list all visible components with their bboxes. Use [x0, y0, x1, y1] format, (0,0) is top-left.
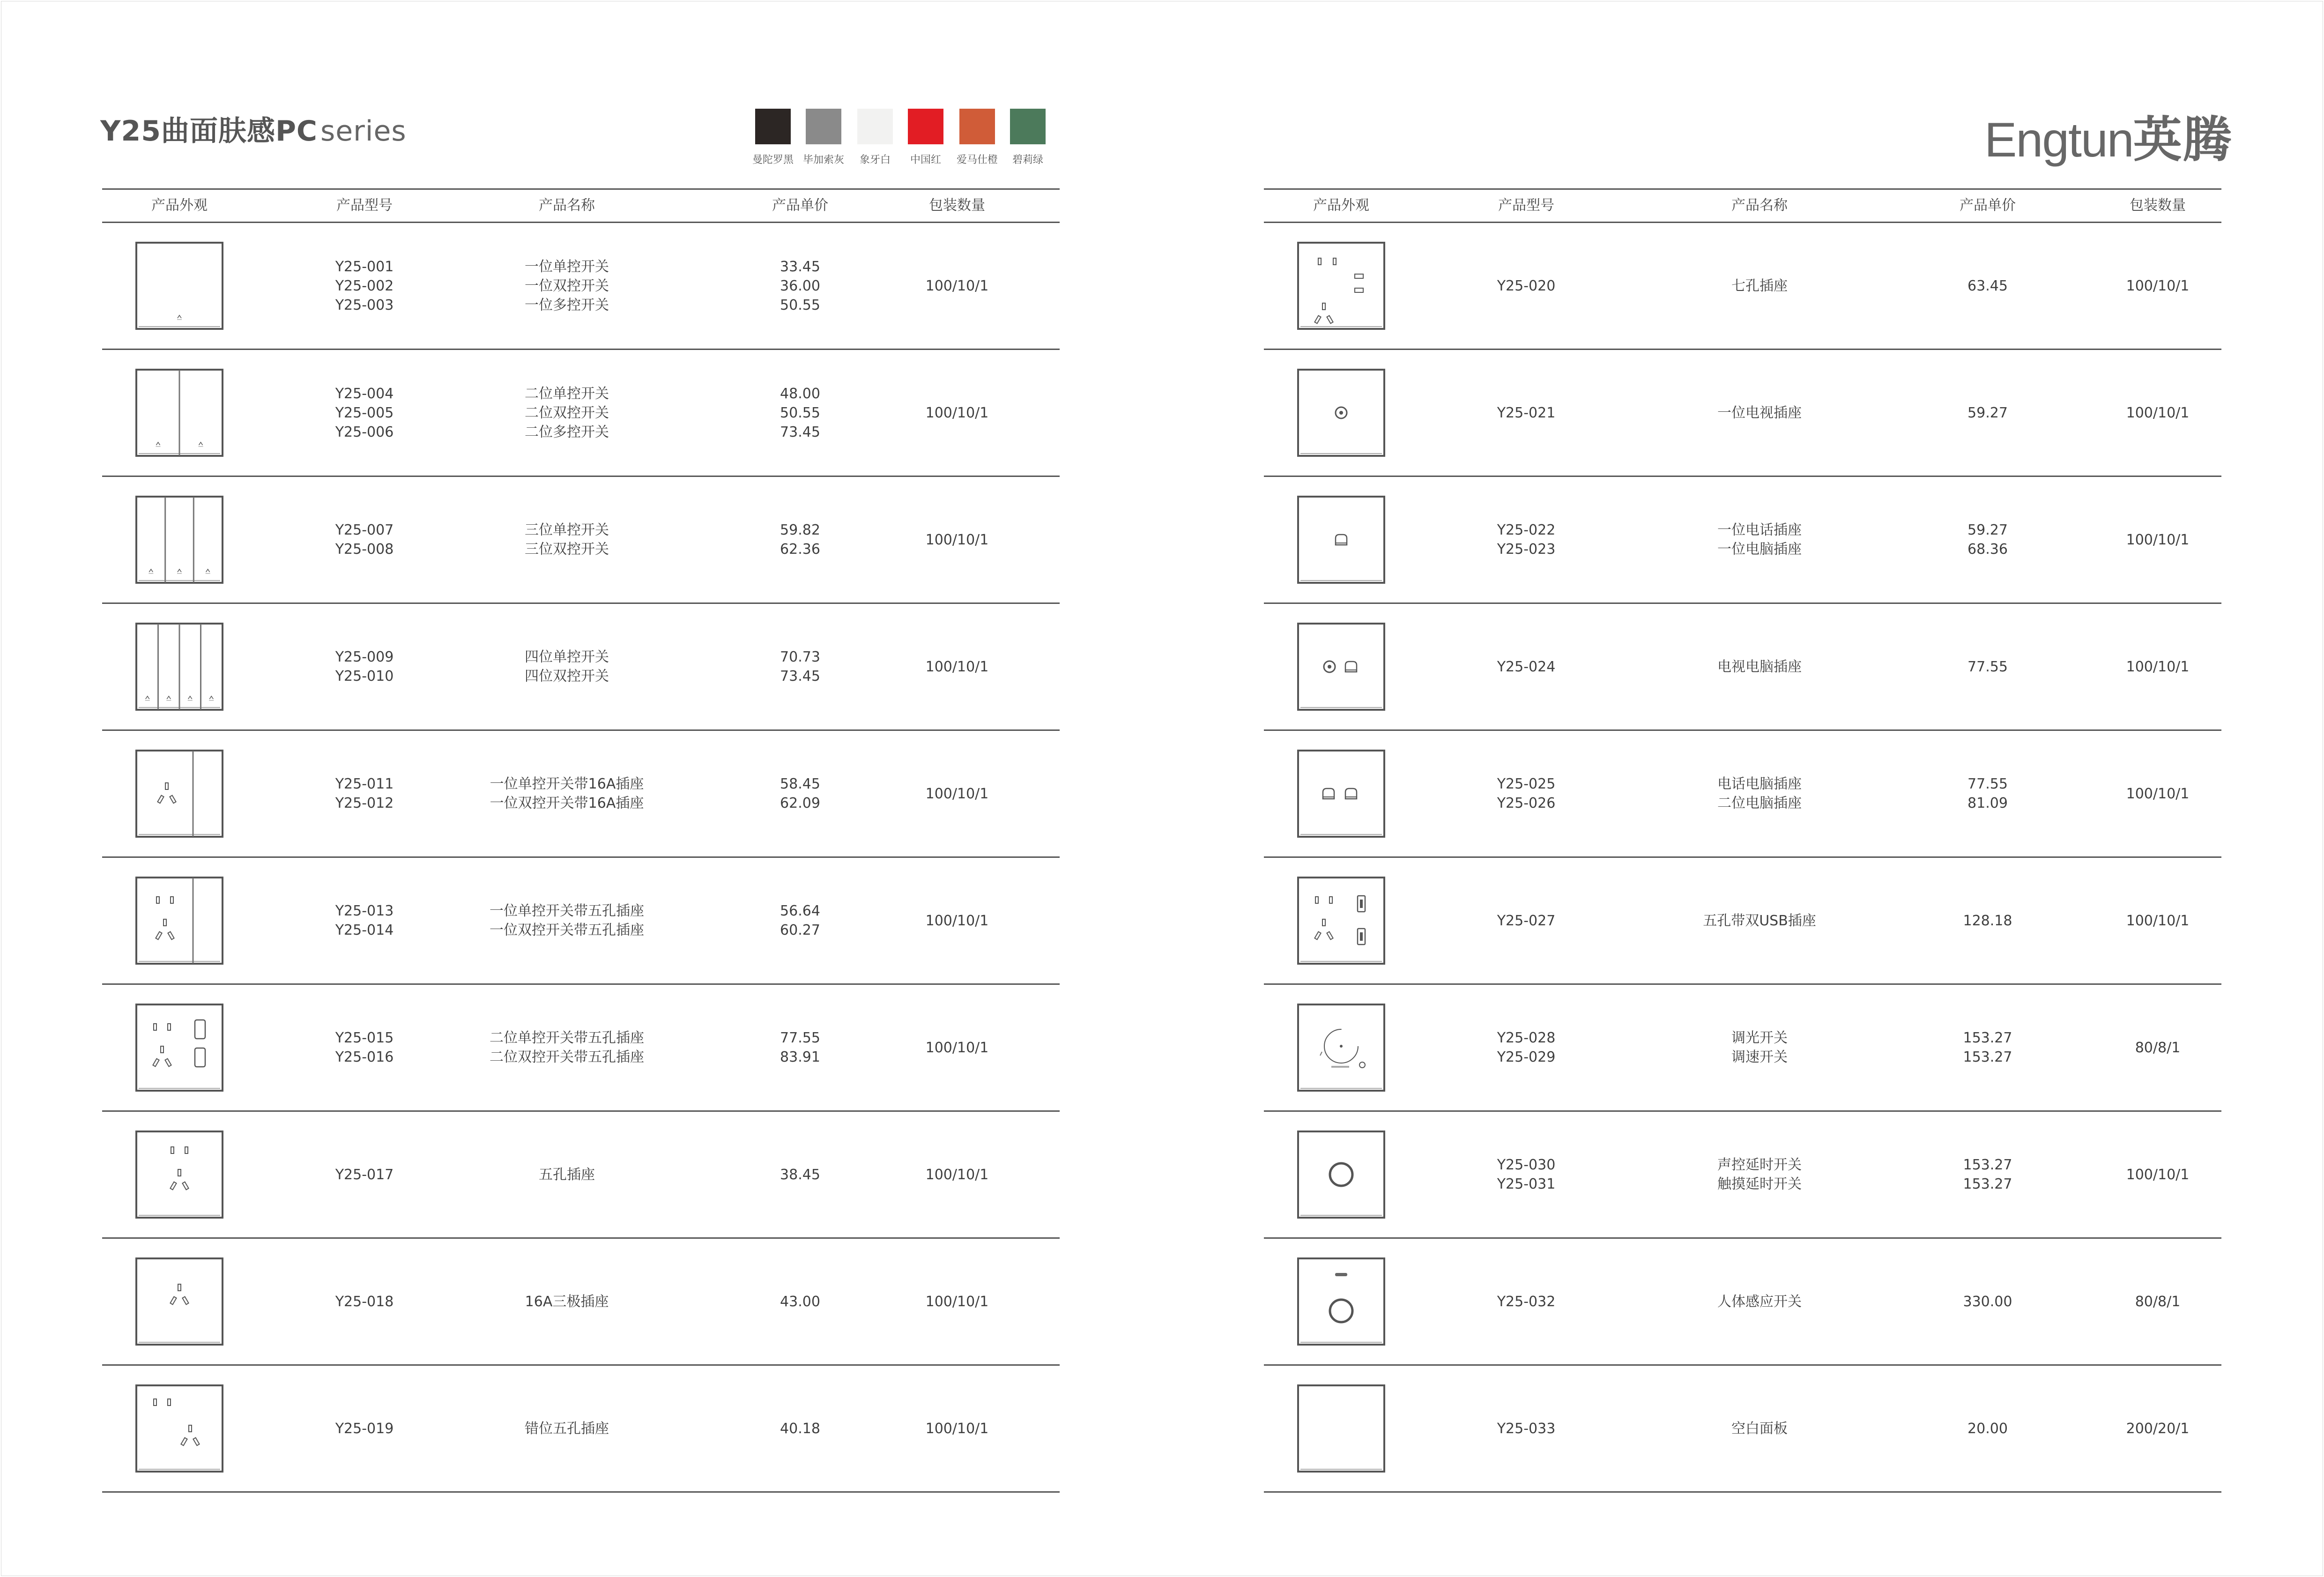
- package-qty: 100/10/1: [925, 1039, 989, 1056]
- product-name: 七孔插座: [1731, 277, 1788, 294]
- title-text: Y25曲面肤感PC: [100, 115, 318, 148]
- product-name-cell: [1717, 477, 1802, 603]
- product-name-cell: [490, 731, 644, 856]
- product-price: 77.55: [1968, 658, 2008, 675]
- product-price: 58.45: [780, 776, 820, 792]
- product-price: 60.27: [780, 922, 820, 938]
- product-image-tv-socket: [1297, 368, 1386, 457]
- product-model: Y25-018: [335, 1293, 394, 1310]
- package-qty-cell: [2126, 350, 2190, 476]
- product-model: Y25-014: [335, 922, 394, 938]
- product-price: 63.45: [1968, 277, 2008, 294]
- package-qty: 100/10/1: [925, 277, 989, 294]
- product-name: 16A三极插座: [525, 1293, 609, 1310]
- product-name: 调光开关: [1731, 1030, 1788, 1046]
- product-model: Y25-027: [1497, 912, 1556, 929]
- package-qty: 100/10/1: [2126, 1166, 2190, 1183]
- series-text: series: [320, 115, 407, 148]
- product-name-cell: [1717, 350, 1802, 476]
- package-qty: 100/10/1: [2126, 912, 2190, 929]
- product-image-delay-switch: [1297, 1130, 1386, 1219]
- package-qty: 100/10/1: [925, 1166, 989, 1183]
- product-price: 330.00: [1963, 1293, 2012, 1310]
- column-header: 产品外观: [151, 197, 208, 214]
- product-price-cell: [1968, 604, 2008, 729]
- package-qty: 100/10/1: [925, 531, 989, 548]
- product-model: Y25-003: [335, 297, 394, 313]
- product-model-cell: [1497, 858, 1556, 983]
- product-model: Y25-015: [335, 1030, 394, 1046]
- product-model-cell: [335, 985, 394, 1110]
- product-price: 128.18: [1963, 912, 2012, 929]
- product-price: 153.27: [1963, 1176, 2012, 1192]
- product-price-cell: [1968, 350, 2008, 476]
- product-price-cell: [780, 223, 820, 349]
- product-table-left: [102, 188, 1060, 1493]
- product-price-cell: [1963, 985, 2012, 1110]
- product-price: 68.36: [1968, 541, 2008, 558]
- product-model-cell: [1497, 731, 1556, 856]
- product-name: 四位单控开关: [525, 649, 609, 665]
- swatch-label: 中国红: [910, 154, 941, 166]
- product-price: 59.27: [1968, 522, 2008, 538]
- product-name-cell: [525, 1239, 609, 1364]
- product-name: 人体感应开关: [1717, 1293, 1802, 1310]
- product-model: Y25-006: [335, 424, 394, 440]
- product-image-data-socket: [1297, 495, 1386, 584]
- product-price-cell: [780, 1112, 820, 1237]
- package-qty: 100/10/1: [925, 1420, 989, 1437]
- product-image-tv-data-socket: [1297, 622, 1386, 711]
- product-model-cell: [1497, 1112, 1556, 1237]
- table-row: [1264, 223, 2221, 350]
- product-name: 一位电视插座: [1717, 404, 1802, 421]
- product-price: 59.82: [780, 522, 820, 538]
- product-model: Y25-017: [335, 1166, 394, 1183]
- product-name: 四位双控开关: [525, 668, 609, 684]
- swatch-label: 曼陀罗黑: [752, 154, 794, 166]
- product-image-16a-socket: [135, 1257, 224, 1346]
- product-model: Y25-009: [335, 649, 394, 665]
- product-name: 一位电脑插座: [1717, 541, 1802, 558]
- column-header: 产品单价: [772, 197, 828, 214]
- swatch-5: [1010, 109, 1046, 144]
- package-qty-cell: [926, 604, 989, 729]
- product-name: 二位双控开关: [525, 404, 609, 421]
- swatch-1: [806, 109, 841, 144]
- product-model-cell: [335, 604, 394, 729]
- product-name-cell: [525, 350, 609, 476]
- table-row: [1264, 985, 2221, 1112]
- package-qty: 80/8/1: [2135, 1039, 2181, 1056]
- product-name-cell: [1717, 1239, 1802, 1364]
- table-row: [102, 350, 1060, 477]
- swatch-2: [857, 109, 893, 144]
- column-header: 包装数量: [929, 197, 985, 214]
- product-model: Y25-024: [1497, 658, 1556, 675]
- product-price-cell: [1968, 223, 2008, 349]
- product-price: 77.55: [780, 1030, 820, 1046]
- product-name: 五孔带双USB插座: [1703, 912, 1816, 929]
- product-model-cell: [1497, 985, 1556, 1110]
- product-model: Y25-031: [1497, 1176, 1556, 1192]
- product-model-cell: [335, 350, 394, 476]
- product-model: Y25-019: [335, 1420, 394, 1437]
- package-qty: 100/10/1: [2126, 658, 2190, 675]
- product-model: Y25-016: [335, 1049, 394, 1065]
- product-name: 错位五孔插座: [525, 1420, 609, 1437]
- package-qty-cell: [926, 1112, 989, 1237]
- product-model: Y25-002: [335, 277, 394, 294]
- package-qty-cell: [2126, 1366, 2190, 1491]
- product-name-cell: [525, 477, 609, 603]
- package-qty-cell: [926, 731, 989, 856]
- product-image-switch-16a-socket: [135, 749, 224, 838]
- column-header: 产品外观: [1313, 197, 1369, 214]
- product-model: Y25-008: [335, 541, 394, 558]
- product-price-cell: [780, 1239, 820, 1364]
- product-name: 声控延时开关: [1717, 1157, 1802, 1173]
- product-model-cell: [1497, 477, 1556, 603]
- swatch-label: 象牙白: [859, 154, 891, 166]
- product-price-cell: [1963, 1239, 2012, 1364]
- swatch-3: [908, 109, 943, 144]
- product-name: 电话电脑插座: [1717, 776, 1802, 792]
- package-qty: 100/10/1: [925, 1293, 989, 1310]
- product-name: 空白面板: [1731, 1420, 1788, 1437]
- product-model: Y25-032: [1497, 1293, 1556, 1310]
- package-qty: 200/20/1: [2126, 1420, 2190, 1437]
- product-model: Y25-004: [335, 385, 394, 402]
- product-name-cell: [490, 985, 644, 1110]
- table-header: [1264, 188, 2221, 223]
- product-price: 153.27: [1963, 1157, 2012, 1173]
- package-qty-cell: [2126, 1112, 2190, 1237]
- product-name: 一位双控开关带五孔插座: [490, 922, 644, 938]
- product-price-cell: [1963, 1112, 2012, 1237]
- table-row: [102, 1239, 1060, 1366]
- column-header: 产品单价: [1960, 197, 2016, 214]
- table-row: [1264, 350, 2221, 477]
- product-price: 153.27: [1963, 1049, 2012, 1065]
- product-name: 一位单控开关带五孔插座: [490, 903, 644, 919]
- product-model-cell: [335, 731, 394, 856]
- product-model-cell: [1497, 350, 1556, 476]
- product-image-3-gang-switch: [135, 495, 224, 584]
- table-row: [1264, 477, 2221, 604]
- column-header: 产品名称: [1731, 197, 1788, 214]
- package-qty-cell: [926, 1239, 989, 1364]
- package-qty: 100/10/1: [925, 658, 989, 675]
- brand-logo: [1984, 100, 2233, 171]
- package-qty-cell: [2126, 858, 2190, 983]
- product-image-blank-panel: [1297, 1384, 1386, 1473]
- column-header: 产品名称: [539, 197, 595, 214]
- package-qty-cell: [926, 985, 989, 1110]
- product-model: Y25-029: [1497, 1049, 1556, 1065]
- product-price: 50.55: [780, 297, 820, 313]
- swatch-label: 碧莉绿: [1012, 154, 1043, 166]
- product-image-dimmer: [1297, 1003, 1386, 1092]
- product-price: 73.45: [780, 668, 820, 684]
- product-model: Y25-026: [1497, 795, 1556, 811]
- product-model: Y25-020: [1497, 277, 1556, 294]
- product-price: 70.73: [780, 649, 820, 665]
- product-model: Y25-001: [335, 258, 394, 275]
- package-qty-cell: [2126, 731, 2190, 856]
- package-qty-cell: [926, 477, 989, 603]
- product-price: 50.55: [780, 404, 820, 421]
- product-price-cell: [780, 1366, 820, 1491]
- product-image-double-data-socket: [1297, 749, 1386, 838]
- package-qty: 80/8/1: [2135, 1293, 2181, 1310]
- product-model: Y25-013: [335, 903, 394, 919]
- product-name: 电视电脑插座: [1717, 658, 1802, 675]
- product-model: Y25-010: [335, 668, 394, 684]
- table-row: [1264, 1366, 2221, 1493]
- product-name: 一位双控开关带16A插座: [490, 795, 644, 811]
- product-name: 二位双控开关带五孔插座: [490, 1049, 644, 1065]
- table-row: [1264, 858, 2221, 985]
- product-model: Y25-012: [335, 795, 394, 811]
- product-price: 77.55: [1968, 776, 2008, 792]
- product-image-5hole-usb-socket: [1297, 876, 1386, 965]
- product-image-switch-5hole-socket: [135, 876, 224, 965]
- product-price: 33.45: [780, 258, 820, 275]
- table-row: [102, 604, 1060, 731]
- column-header: 包装数量: [2130, 197, 2186, 214]
- table-row: [1264, 731, 2221, 858]
- product-price: 43.00: [780, 1293, 820, 1310]
- product-model-cell: [1497, 1239, 1556, 1364]
- product-name-cell: [1717, 604, 1802, 729]
- product-name: 二位单控开关: [525, 385, 609, 402]
- product-model-cell: [1497, 604, 1556, 729]
- product-image-2switch-5hole-socket: [135, 1003, 224, 1092]
- product-name: 五孔插座: [539, 1166, 595, 1183]
- table-row: [102, 1366, 1060, 1493]
- package-qty: 100/10/1: [925, 785, 989, 802]
- product-name-cell: [1717, 731, 1802, 856]
- table-row: [102, 731, 1060, 858]
- product-price: 62.36: [780, 541, 820, 558]
- package-qty-cell: [2126, 604, 2190, 729]
- product-model: Y25-005: [335, 404, 394, 421]
- product-model-cell: [335, 1366, 394, 1491]
- product-price-cell: [780, 858, 820, 983]
- product-name-cell: [1717, 1112, 1802, 1237]
- product-model: Y25-025: [1497, 776, 1556, 792]
- product-image-pir-switch: [1297, 1257, 1386, 1346]
- product-model-cell: [335, 1239, 394, 1364]
- package-qty-cell: [2126, 223, 2190, 349]
- product-name-cell: [525, 223, 609, 349]
- product-model-cell: [335, 223, 394, 349]
- column-header: 产品型号: [336, 197, 393, 214]
- product-price: 59.27: [1968, 404, 2008, 421]
- product-price: 56.64: [780, 903, 820, 919]
- table-row: [102, 858, 1060, 985]
- package-qty-cell: [2135, 985, 2181, 1110]
- product-price: 83.91: [780, 1049, 820, 1065]
- product-price: 36.00: [780, 277, 820, 294]
- product-price-cell: [1968, 731, 2008, 856]
- package-qty-cell: [2126, 477, 2190, 603]
- product-model: Y25-028: [1497, 1030, 1556, 1046]
- product-model-cell: [1497, 223, 1556, 349]
- package-qty-cell: [926, 1366, 989, 1491]
- package-qty: 100/10/1: [2126, 785, 2190, 802]
- package-qty-cell: [2135, 1239, 2181, 1364]
- package-qty: 100/10/1: [2126, 531, 2190, 548]
- product-image-offset-5hole-socket: [135, 1384, 224, 1473]
- product-model: Y25-011: [335, 776, 394, 792]
- package-qty-cell: [926, 858, 989, 983]
- product-name: 二位多控开关: [525, 424, 609, 440]
- logo-en: Engtun: [1984, 113, 2133, 167]
- product-price-cell: [780, 731, 820, 856]
- product-price-cell: [780, 604, 820, 729]
- product-name: 调速开关: [1731, 1049, 1788, 1065]
- product-price: 81.09: [1968, 795, 2008, 811]
- column-header: 产品型号: [1498, 197, 1554, 214]
- product-name: 一位单控开关带16A插座: [490, 776, 644, 792]
- product-model-cell: [335, 477, 394, 603]
- product-price-cell: [780, 350, 820, 476]
- product-name-cell: [1731, 1366, 1788, 1491]
- product-model: Y25-022: [1497, 522, 1556, 538]
- product-name-cell: [1731, 985, 1788, 1110]
- product-model: Y25-033: [1497, 1420, 1556, 1437]
- product-name: 一位多控开关: [525, 297, 609, 313]
- product-model: Y25-021: [1497, 404, 1556, 421]
- product-name: 一位单控开关: [525, 258, 609, 275]
- product-image-4-gang-switch: [135, 622, 224, 711]
- product-model-cell: [335, 1112, 394, 1237]
- table-row: [102, 477, 1060, 604]
- product-price-cell: [1968, 477, 2008, 603]
- table-row: [102, 985, 1060, 1112]
- product-name: 一位双控开关: [525, 277, 609, 294]
- product-image-1-gang-switch: [135, 241, 224, 330]
- package-qty: 100/10/1: [925, 404, 989, 421]
- product-price-cell: [780, 477, 820, 603]
- table-row: [1264, 604, 2221, 731]
- product-table-right: [1264, 188, 2221, 1493]
- product-name: 三位双控开关: [525, 541, 609, 558]
- package-qty: 100/10/1: [2126, 404, 2190, 421]
- logo-cn: 英腾: [2133, 111, 2233, 168]
- product-image-2-gang-switch: [135, 368, 224, 457]
- swatch-label: 毕加索灰: [802, 154, 844, 166]
- product-image-5hole-socket: [135, 1130, 224, 1219]
- product-model: Y25-007: [335, 522, 394, 538]
- product-price: 38.45: [780, 1166, 820, 1183]
- swatch-4: [959, 109, 995, 144]
- product-price: 40.18: [780, 1420, 820, 1437]
- product-model-cell: [1497, 1366, 1556, 1491]
- product-price: 20.00: [1968, 1420, 2008, 1437]
- product-price: 73.45: [780, 424, 820, 440]
- table-row: [102, 223, 1060, 350]
- product-model: Y25-030: [1497, 1157, 1556, 1173]
- product-image-7hole-socket: [1297, 241, 1386, 330]
- product-price-cell: [780, 985, 820, 1110]
- swatch-label: 爱马仕橙: [956, 154, 998, 166]
- product-price: 153.27: [1963, 1030, 2012, 1046]
- product-name-cell: [490, 858, 644, 983]
- catalog-title: [100, 109, 407, 149]
- product-name: 二位单控开关带五孔插座: [490, 1030, 644, 1046]
- product-name: 一位电话插座: [1717, 522, 1802, 538]
- swatch-0: [755, 109, 791, 144]
- product-price: 48.00: [780, 385, 820, 402]
- product-name-cell: [1703, 858, 1816, 983]
- package-qty: 100/10/1: [925, 912, 989, 929]
- product-name-cell: [539, 1112, 595, 1237]
- table-row: [1264, 1112, 2221, 1239]
- package-qty-cell: [926, 223, 989, 349]
- product-name: 三位单控开关: [525, 522, 609, 538]
- table-row: [1264, 1239, 2221, 1366]
- package-qty-cell: [926, 350, 989, 476]
- table-row: [102, 1112, 1060, 1239]
- product-name-cell: [525, 604, 609, 729]
- product-model-cell: [335, 858, 394, 983]
- product-price: 62.09: [780, 795, 820, 811]
- table-header: [102, 188, 1060, 223]
- product-name-cell: [1731, 223, 1788, 349]
- package-qty: 100/10/1: [2126, 277, 2190, 294]
- product-name: 二位电脑插座: [1717, 795, 1802, 811]
- product-price-cell: [1963, 858, 2012, 983]
- product-price-cell: [1968, 1366, 2008, 1491]
- product-name-cell: [525, 1366, 609, 1491]
- product-name: 触摸延时开关: [1717, 1176, 1802, 1192]
- product-model: Y25-023: [1497, 541, 1556, 558]
